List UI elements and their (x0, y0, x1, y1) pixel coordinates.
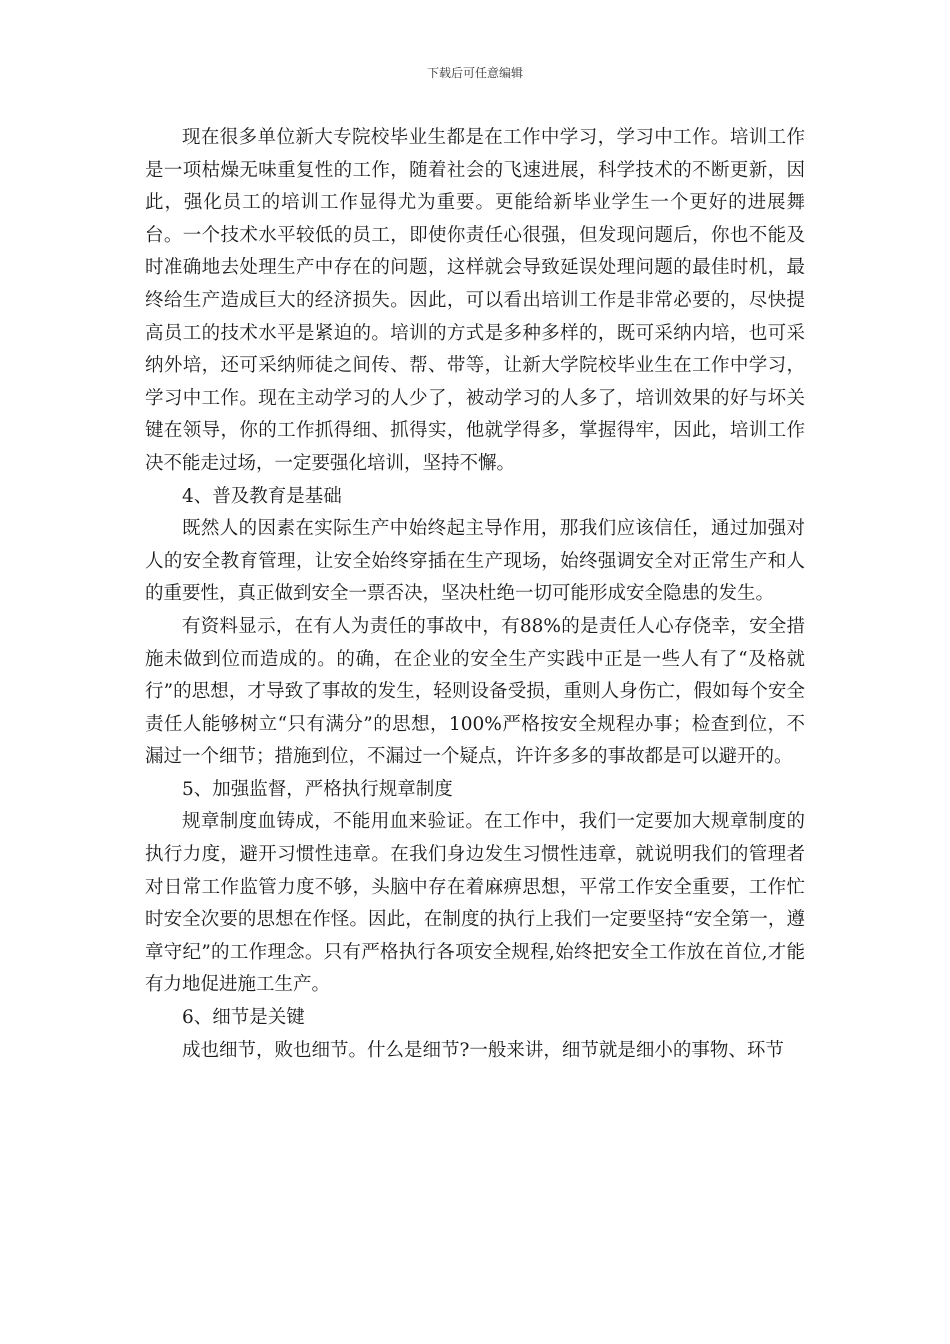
section-heading-6: 6、细节是关键 (182, 1007, 305, 1029)
document-body (145, 122, 805, 1067)
section-heading-5: 5、加强监督，严格执行规章制度 (182, 778, 453, 800)
paragraph-details: 成也细节，败也细节。什么是细节?一般来讲，细节就是细小的事物、环节 (182, 1039, 784, 1061)
paragraph-regulations: 规章制度血铸成，不能用血来验证。在工作中，我们一定要加大规章制度的执行力度，避开习惯性违章。在我们身边发生习惯性违章，就说明我们的管理者对日常工作监管力度不够，头脑中存在着麻痹思想，平常工作安全重要，工作忙时安全次要的思想在作怪。因此，在制度的执行上我们一定要坚持“安全第一，遵章守纪”的工作理念。只有严格执行各项安全规程,始终把安全工作放在首位,才能有力地促进施工生产。 (145, 811, 805, 996)
page-header: 下载后可任意编辑 (426, 66, 523, 80)
paragraph-training: 现在很多单位新大专院校毕业生都是在工作中学习，学习中工作。培训工作是一项枯燥无味重复性的工作，随着社会的飞速进展，科学技术的不断更新，因此，强化员工的培训工作显得尤为重要。更能给新毕业学生一个更好的进展舞台。一个技术水平较低的员工，即使你责任心很强，但发现问题后，你也不能及时准确地去处理生产中存在的问题，这样就会导致延误处理问题的最佳时机，最终给生产造成巨大的经济损失。因此，可以看出培训工作是非常必要的，尽快提高员工的技术水平是紧迫的。培训的方式是多种多样的，既可采纳内培，也可采纳外培，还可采纳师徒之间传、帮、带等，让新大学院校毕业生在工作中学习，学习中工作。现在主动学习的人少了，被动学习的人多了，培训效果的好与坏关键在领导，你的工作抓得细、抓得实，他就学得多，掌握得牢，因此，培训工作决不能走过场，一定要强化培训，坚持不懈。 (145, 127, 805, 474)
paragraph-accident-data: 有资料显示，在有人为责任的事故中，有88%的是责任人心存侥幸，安全措施未做到位而造成的。的确，在企业的安全生产实践中正是一些人有了“及格就行”的思想，才导致了事故的发生，轻则设备受损，重则人身伤亡，假如每个安全责任人能够树立“只有满分”的思想，100%严格按安全规程办事；检查到位，不漏过一个细节；措施到位，不漏过一个疑点，许许多多的事故都是可以避开的。 (145, 615, 805, 768)
section-heading-4: 4、普及教育是基础 (182, 485, 342, 507)
paragraph-education: 既然人的因素在实际生产中始终起主导作用，那我们应该信任，通过加强对人的安全教育管理，让安全始终穿插在生产现场，始终强调安全对正常生产和人的重要性，真正做到安全一票否决，坚决杜绝一切可能形成安全隐患的发生。 (145, 518, 805, 605)
